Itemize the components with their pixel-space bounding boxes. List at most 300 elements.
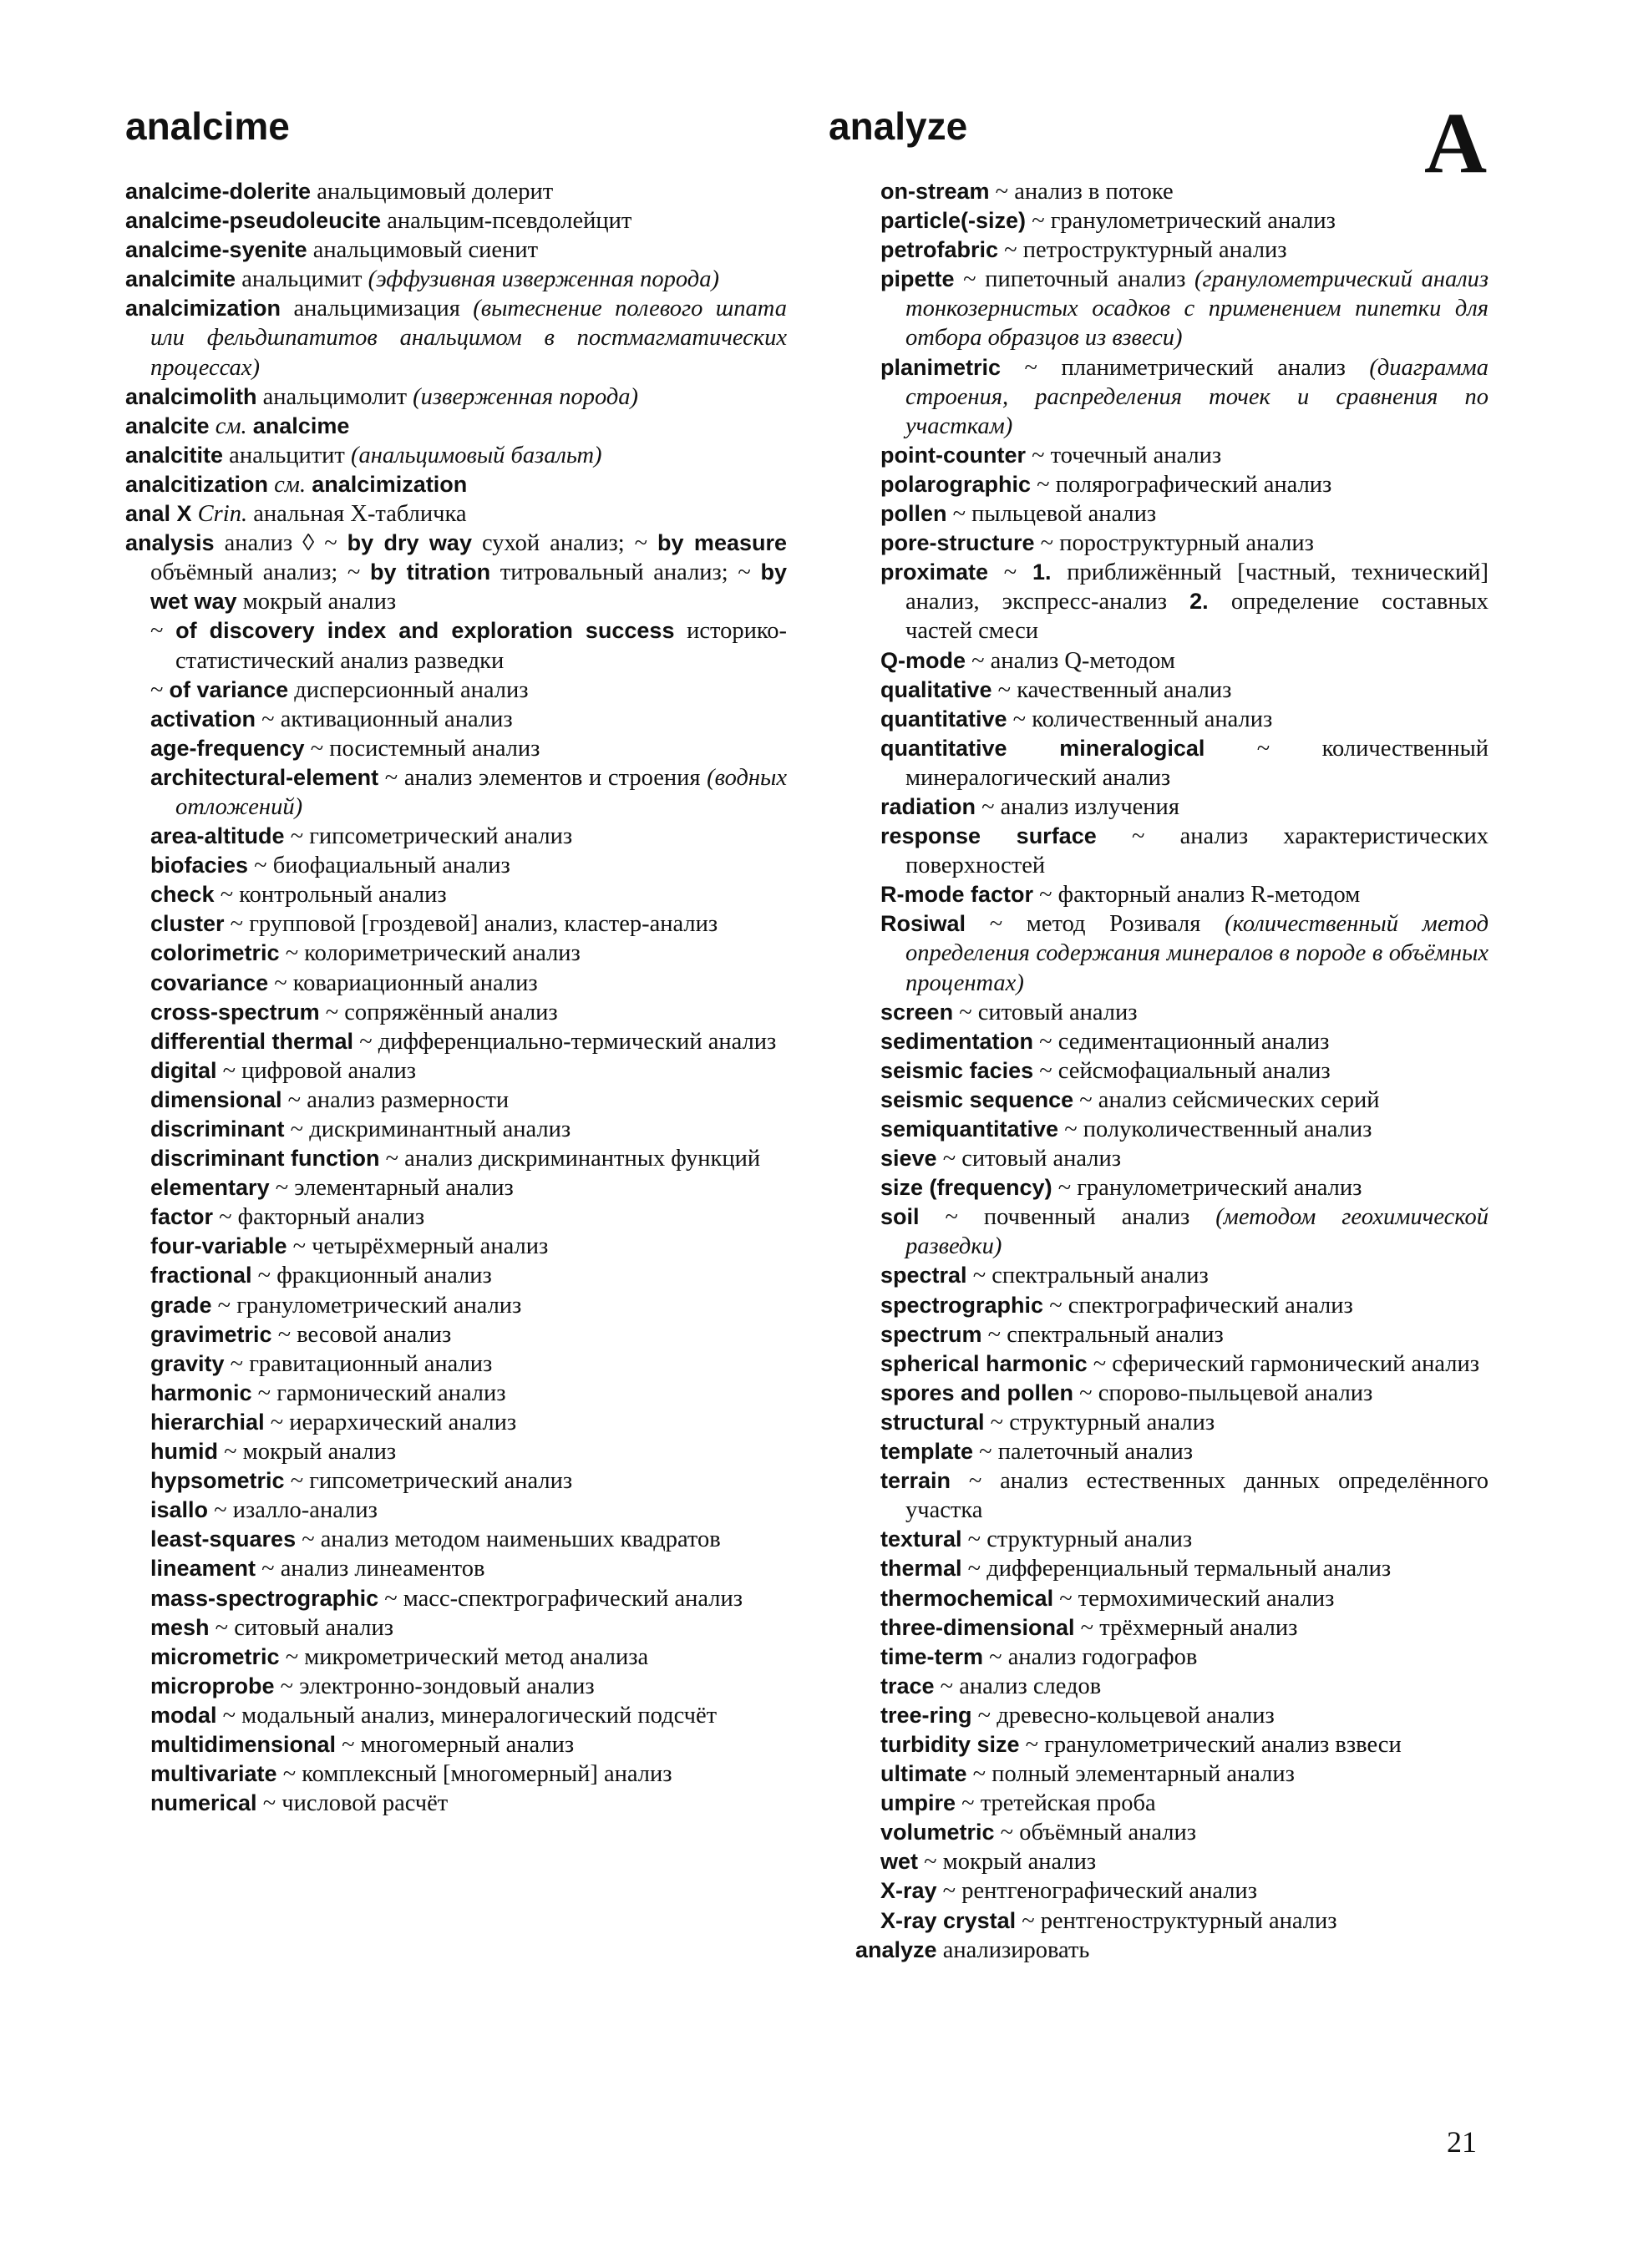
dictionary-entry xyxy=(125,822,787,851)
entry-headword: of variance xyxy=(169,676,289,702)
dictionary-entry xyxy=(125,1379,787,1408)
dictionary-entry xyxy=(855,909,1489,997)
entry-text: ~ сферический гармонический анализ xyxy=(1087,1350,1479,1377)
dictionary-entry xyxy=(125,1027,787,1056)
dictionary-entry xyxy=(855,1525,1489,1554)
entry-headword: age-frequency xyxy=(150,735,305,761)
entry-headword: point-counter xyxy=(880,442,1026,468)
entry-text: ~ анализ элементов и строения xyxy=(378,764,707,791)
entry-text: ~ гравитационный анализ xyxy=(224,1350,493,1377)
entry-headword: cross-spectrum xyxy=(150,999,320,1025)
entry-text: приближённый [частный, технический] анализ, экспресс-анализ xyxy=(905,559,1489,615)
dictionary-entry xyxy=(125,1086,787,1115)
entry-text: ~ изалло-анализ xyxy=(208,1497,378,1524)
dictionary-entry xyxy=(855,558,1489,645)
entry-text: ~ иерархический анализ xyxy=(264,1409,517,1435)
dictionary-entry xyxy=(125,763,787,822)
entry-text: ~ метод Розиваля xyxy=(966,911,1225,938)
entry-text: ~ анализ линеаментов xyxy=(256,1556,485,1582)
entry-headword: polarographic xyxy=(880,471,1032,497)
dictionary-entry xyxy=(125,880,787,909)
entry-headword: pipette xyxy=(880,266,955,292)
dictionary-entry xyxy=(125,1672,787,1701)
entry-headword: volumetric xyxy=(880,1820,995,1845)
entry-headword: spectral xyxy=(880,1263,967,1288)
entry-text: ~ полуколичественный анализ xyxy=(1058,1116,1372,1142)
entry-text: ~ анализ методом наименьших квадратов xyxy=(296,1526,721,1553)
entry-headword: digital xyxy=(150,1057,217,1083)
dictionary-entry xyxy=(855,646,1489,676)
entry-text: ~ пипеточный анализ xyxy=(954,266,1194,293)
dictionary-entry xyxy=(125,412,787,441)
entry-note: (вытеснение полевого шпата или фельдшпатитов анальцимом в постмагматических процессах) xyxy=(150,296,787,381)
entry-text: ~ точечный анализ xyxy=(1025,442,1222,468)
entry-text xyxy=(247,413,253,439)
entry-text: ~ рентгенографический анализ xyxy=(936,1878,1257,1905)
entry-headword: analcime xyxy=(252,413,350,438)
entry-headword: modal xyxy=(150,1702,217,1728)
entry-headword: architectural-element xyxy=(150,764,379,790)
entry-headword: lineament xyxy=(150,1556,256,1582)
entry-text: ~ числовой расчёт xyxy=(256,1790,449,1817)
entry-text: историко-статистический анализ разведки xyxy=(175,618,788,674)
entry-text: анализ ◊ ~ xyxy=(214,530,347,557)
entry-text: ~ спектральный анализ xyxy=(981,1321,1224,1348)
entry-headword: seismic sequence xyxy=(880,1086,1074,1112)
dictionary-entry xyxy=(125,382,787,412)
dictionary-entry xyxy=(855,1261,1489,1290)
entry-text: ~ гранулометрический анализ xyxy=(211,1292,522,1319)
dictionary-entry xyxy=(125,1261,787,1290)
entry-text: ~ структурный анализ xyxy=(984,1409,1215,1435)
entry-text: анальцим-псевдолейцит xyxy=(381,208,632,235)
dictionary-entry xyxy=(125,1202,787,1232)
dictionary-entry xyxy=(855,1027,1489,1056)
dictionary-entry xyxy=(855,177,1489,206)
entry-text: ~ мокрый анализ xyxy=(218,1439,397,1466)
dictionary-entry xyxy=(855,1349,1489,1379)
dictionary-entry xyxy=(125,616,787,675)
entry-text xyxy=(210,413,216,439)
entry-text: ~ активационный анализ xyxy=(256,706,513,732)
entry-headword: humid xyxy=(150,1439,218,1465)
entry-text: ~ количественный анализ xyxy=(1007,706,1273,732)
dictionary-entry xyxy=(125,909,787,939)
dictionary-entry xyxy=(855,499,1489,529)
entry-headword: pore-structure xyxy=(880,530,1035,556)
dictionary-entry xyxy=(125,969,787,998)
entry-note: (гранулометрический анализ тонкозернистых осадков с применением пипетки для отбора образцов из взвеси) xyxy=(905,266,1489,352)
entry-headword: three-dimensional xyxy=(880,1614,1075,1640)
entry-text: ~ полярографический анализ xyxy=(1031,471,1332,498)
entry-headword: X-ray xyxy=(880,1878,937,1904)
entry-headword: size (frequency) xyxy=(880,1175,1052,1201)
entry-headword: thermal xyxy=(880,1556,962,1582)
dictionary-entry xyxy=(125,1613,787,1643)
entry-text: титровальный анализ; ~ xyxy=(490,559,761,586)
entry-note: см. xyxy=(215,413,247,439)
dictionary-entry xyxy=(125,1554,787,1583)
entry-headword: spectrum xyxy=(880,1321,982,1347)
entry-text: ~ гранулометрический анализ xyxy=(1052,1175,1362,1202)
entry-text: ~ полный элементарный анализ xyxy=(966,1761,1295,1788)
entry-headword: spores and pollen xyxy=(880,1380,1074,1405)
dictionary-entry xyxy=(855,470,1489,499)
dictionary-entry xyxy=(125,1291,787,1320)
entry-headword: Rosiwal xyxy=(880,911,966,937)
entry-headword: isallo xyxy=(150,1497,209,1523)
entry-headword: grade xyxy=(150,1292,212,1318)
entry-text: ~ гипсометрический анализ xyxy=(284,1468,573,1495)
entry-headword: gravity xyxy=(150,1350,225,1376)
dictionary-entry xyxy=(855,1437,1489,1466)
entry-text: анальцимолит xyxy=(256,383,413,410)
entry-text: анальцимовый сиенит xyxy=(307,237,539,264)
entry-headword: wet xyxy=(880,1849,919,1875)
entry-headword: spectrographic xyxy=(880,1292,1044,1318)
entry-headword: qualitative xyxy=(880,676,992,702)
entry-headword: differential thermal xyxy=(150,1028,354,1054)
dictionary-entry xyxy=(125,1730,787,1759)
entry-text: ~ масс-спектрографический анализ xyxy=(378,1585,743,1612)
entry-headword: multivariate xyxy=(150,1761,277,1787)
entry-headword: activation xyxy=(150,706,256,732)
entry-headword: analcimization xyxy=(312,471,468,497)
entry-text xyxy=(192,501,198,527)
entry-text: ~ спектрографический анализ xyxy=(1043,1292,1353,1319)
entry-text: ~ спорово-пыльцевой анализ xyxy=(1073,1380,1373,1406)
entry-headword: tree-ring xyxy=(880,1702,972,1728)
entry-text: ~ анализ сейсмических серий xyxy=(1073,1086,1380,1113)
entry-note: (количественный метод определения содержания минералов в породе в объёмных процентах) xyxy=(905,911,1489,996)
dictionary-entry xyxy=(855,1936,1489,1965)
entry-headword: planimetric xyxy=(880,354,1002,380)
dictionary-entry xyxy=(855,235,1489,265)
dictionary-entry xyxy=(855,1847,1489,1876)
entry-headword: of discovery index and exploration success xyxy=(175,618,675,644)
dictionary-entry xyxy=(855,1115,1489,1144)
entry-headword: anal X xyxy=(125,501,192,527)
entry-note: (анальцимовый базальт) xyxy=(350,442,602,468)
dictionary-entry xyxy=(125,676,787,705)
dictionary-entry xyxy=(855,1730,1489,1759)
entry-text: ~ количественный минералогический анализ xyxy=(905,735,1489,791)
entry-headword: discriminant function xyxy=(150,1146,380,1172)
dictionary-entry xyxy=(855,441,1489,470)
entry-headword: analcitization xyxy=(125,471,269,497)
entry-note: см. xyxy=(274,471,307,498)
entry-headword: dimensional xyxy=(150,1086,282,1112)
entry-text: ~ факторный анализ xyxy=(213,1204,425,1231)
entry-text: ~ гранулометрический анализ xyxy=(1026,208,1336,235)
entry-headword: by dry way xyxy=(347,530,472,556)
dictionary-entry xyxy=(125,998,787,1027)
entry-text: ~ структурный анализ xyxy=(961,1526,1193,1553)
dictionary-entry xyxy=(125,939,787,968)
entry-text: ~ палеточный анализ xyxy=(973,1439,1193,1466)
entry-text: ~ весовой анализ xyxy=(271,1321,452,1348)
entry-headword: pollen xyxy=(880,501,947,527)
entry-headword: trace xyxy=(880,1673,935,1698)
entry-note: (методом геохимической разведки) xyxy=(905,1204,1489,1260)
entry-headword: factor xyxy=(150,1204,214,1230)
entry-text: дисперсионный анализ xyxy=(288,676,529,703)
entry-text: ~ пороструктурный анализ xyxy=(1034,530,1314,557)
dictionary-entry xyxy=(855,792,1489,822)
entry-text: ~ трёхмерный анализ xyxy=(1074,1614,1298,1641)
entry-headword: biofacies xyxy=(150,853,249,878)
dictionary-entry xyxy=(855,206,1489,235)
dictionary-entry xyxy=(125,1173,787,1202)
entry-headword: sedimentation xyxy=(880,1028,1034,1054)
dictionary-entry xyxy=(855,1379,1489,1408)
dictionary-entry xyxy=(855,1202,1489,1261)
left-column xyxy=(125,177,787,1818)
entry-text: ~ ковариационный анализ xyxy=(268,969,538,996)
dictionary-entry xyxy=(125,1408,787,1437)
dictionary-entry xyxy=(855,1291,1489,1320)
dictionary-entry xyxy=(125,499,787,529)
entry-headword: analcimite xyxy=(125,266,236,292)
entry-text: ~ факторный анализ R-методом xyxy=(1033,882,1361,909)
dictionary-entry xyxy=(855,1408,1489,1437)
entry-headword: gravimetric xyxy=(150,1321,272,1347)
entry-headword: structural xyxy=(880,1409,985,1435)
entry-headword: area-altitude xyxy=(150,823,285,849)
dictionary-entry xyxy=(855,353,1489,441)
entry-note: (водных отложений) xyxy=(175,764,787,820)
dictionary-entry xyxy=(125,265,787,294)
dictionary-entry xyxy=(855,1613,1489,1643)
entry-text: ~ комплексный [многомерный] анализ xyxy=(276,1761,672,1788)
dictionary-entry xyxy=(125,734,787,763)
entry-headword: analcime-pseudoleucite xyxy=(125,208,382,234)
entry-text: ~ седиментационный анализ xyxy=(1033,1028,1330,1055)
entry-headword: analcime-syenite xyxy=(125,237,307,263)
dictionary-entry xyxy=(125,177,787,206)
dictionary-entry xyxy=(855,998,1489,1027)
entry-text: ~ анализ дискриминантных функций xyxy=(379,1146,761,1172)
entry-text: ~ контрольный анализ xyxy=(214,882,447,909)
entry-text: ~ гармонический анализ xyxy=(251,1380,506,1406)
entry-text: ~ элементарный анализ xyxy=(269,1175,514,1202)
entry-text: ~ качественный анализ xyxy=(992,676,1232,703)
entry-headword: elementary xyxy=(150,1175,270,1201)
entry-headword: X-ray crystal xyxy=(880,1907,1017,1933)
dictionary-entry xyxy=(855,1584,1489,1613)
entry-headword: turbidity size xyxy=(880,1731,1020,1757)
dictionary-entry xyxy=(855,1876,1489,1906)
entry-headword: check xyxy=(150,882,215,908)
entry-headword: microprobe xyxy=(150,1673,275,1698)
section-letter: A xyxy=(1424,95,1488,191)
entry-headword: seismic facies xyxy=(880,1057,1034,1083)
dictionary-entry xyxy=(125,1320,787,1349)
entry-headword: quantitative mineralogical xyxy=(880,735,1205,761)
entry-text: ~ третейская проба xyxy=(956,1790,1156,1817)
entry-text: ~ объёмный анализ xyxy=(994,1820,1196,1846)
entry-headword: semiquantitative xyxy=(880,1116,1059,1142)
entry-text: анализировать xyxy=(936,1936,1090,1963)
entry-headword: soil xyxy=(880,1204,920,1230)
entry-text: ~ сопряжённый анализ xyxy=(319,999,558,1025)
dictionary-entry xyxy=(125,1496,787,1525)
entry-headword: colorimetric xyxy=(150,940,280,966)
dictionary-entry xyxy=(855,1701,1489,1730)
dictionary-entry xyxy=(855,1906,1489,1936)
entry-headword: analcitite xyxy=(125,442,224,468)
entry-headword: particle(-size) xyxy=(880,208,1027,234)
dictionary-entry xyxy=(125,1144,787,1173)
entry-text: ~ биофациальный анализ xyxy=(248,853,510,879)
entry-text: определение составных частей смеси xyxy=(905,589,1489,645)
dictionary-entry xyxy=(855,265,1489,352)
entry-text: анальцимовый долерит xyxy=(311,179,554,205)
entry-headword: numerical xyxy=(150,1790,257,1816)
running-head-right: analyze xyxy=(829,104,968,148)
entry-headword: fractional xyxy=(150,1263,252,1288)
entry-text: ~ посистемный анализ xyxy=(304,735,540,762)
entry-text: мокрый анализ xyxy=(236,589,397,615)
entry-headword: analcimolith xyxy=(125,383,257,409)
entry-text: ~ рентгеноструктурный анализ xyxy=(1016,1907,1337,1934)
entry-text: ~ анализ размерности xyxy=(281,1086,510,1113)
entry-headword: terrain xyxy=(880,1468,951,1494)
entry-text: ~ петроструктурный анализ xyxy=(998,237,1287,264)
dictionary-entry xyxy=(125,1232,787,1261)
entry-headword: time-term xyxy=(880,1643,984,1669)
entry-headword: least-squares xyxy=(150,1526,297,1552)
entry-text: ~ анализ естественных данных определённого участка xyxy=(905,1468,1489,1524)
entry-text: ~ древесно-кольцевой анализ xyxy=(971,1702,1275,1729)
entry-text: ~ планиметрический анализ xyxy=(1001,354,1370,381)
entry-headword: sieve xyxy=(880,1146,937,1172)
entry-text: ~ анализ Q-методом xyxy=(966,647,1175,674)
entry-note: (эффузивная изверженная порода) xyxy=(368,266,719,293)
dictionary-entry xyxy=(855,1086,1489,1115)
page-number: 21 xyxy=(1447,2125,1477,2159)
entry-headword: by measure xyxy=(657,530,788,556)
entry-note: (изверженная порода) xyxy=(413,383,639,410)
dictionary-entry xyxy=(125,851,787,880)
entry-text: ~ ситовый анализ xyxy=(209,1614,393,1641)
entry-text: объёмный анализ; ~ xyxy=(150,559,371,586)
dictionary-entry xyxy=(125,1701,787,1730)
entry-text: ~ многомерный анализ xyxy=(336,1731,575,1758)
entry-text: сухой анализ; ~ xyxy=(471,530,658,557)
entry-text: ~ дискриминантный анализ xyxy=(284,1116,571,1142)
entry-text: анальцитит xyxy=(223,442,351,468)
entry-text: ~ модальный анализ, минералогический подсчёт xyxy=(216,1702,718,1729)
entry-headword: umpire xyxy=(880,1790,956,1816)
entry-text: ~ дифференциальный термальный анализ xyxy=(961,1556,1392,1582)
dictionary-entry xyxy=(125,1525,787,1554)
dictionary-entry xyxy=(125,1789,787,1818)
dictionary-entry xyxy=(125,1584,787,1613)
dictionary-entry xyxy=(855,1173,1489,1202)
dictionary-entry xyxy=(855,1672,1489,1701)
dictionary-entry xyxy=(125,470,787,499)
entry-text: ~ xyxy=(150,676,170,703)
entry-headword: analcimization xyxy=(125,296,281,321)
entry-headword: analyze xyxy=(855,1936,937,1962)
dictionary-entry xyxy=(125,206,787,235)
entry-headword: harmonic xyxy=(150,1380,252,1405)
dictionary-entry xyxy=(855,705,1489,734)
entry-text: ~ анализ характеристических поверхностей xyxy=(905,823,1489,879)
entry-text: анальцимизация xyxy=(281,296,474,322)
entry-text: ~ почвенный анализ xyxy=(919,1204,1216,1231)
dictionary-entry xyxy=(855,1643,1489,1672)
entry-headword: Q-mode xyxy=(880,647,966,673)
entry-text: ~ анализ в потоке xyxy=(989,179,1174,205)
entry-text: ~ ситовый анализ xyxy=(936,1146,1121,1172)
dictionary-entry xyxy=(125,1759,787,1789)
entry-text: ~ спектральный анализ xyxy=(966,1263,1209,1289)
entry-headword: response surface xyxy=(880,823,1097,849)
dictionary-entry xyxy=(855,822,1489,880)
entry-text: анальцимит xyxy=(236,266,368,293)
entry-headword: hierarchial xyxy=(150,1409,265,1435)
entry-note: Crin. xyxy=(197,501,248,528)
dictionary-entry xyxy=(125,1115,787,1144)
right-column xyxy=(855,177,1489,1965)
entry-headword: micrometric xyxy=(150,1643,280,1669)
entry-headword: multidimensional xyxy=(150,1731,337,1757)
entry-text: ~ xyxy=(988,559,1032,586)
dictionary-entry xyxy=(125,1437,787,1466)
entry-headword: quantitative xyxy=(880,706,1007,732)
entry-text: ~ гранулометрический анализ взвеси xyxy=(1019,1731,1402,1758)
dictionary-entry xyxy=(855,1056,1489,1086)
dictionary-entry xyxy=(855,1466,1489,1525)
entry-headword: covariance xyxy=(150,969,269,995)
entry-headword: analysis xyxy=(125,530,215,556)
entry-text: ~ анализ годографов xyxy=(983,1643,1198,1670)
entry-headword: R-mode factor xyxy=(880,882,1034,908)
dictionary-entry xyxy=(855,880,1489,909)
dictionary-entry xyxy=(855,529,1489,558)
dictionary-entry xyxy=(855,1320,1489,1349)
dictionary-entry xyxy=(125,1643,787,1672)
entry-headword: discriminant xyxy=(150,1116,285,1142)
entry-text: ~ фракционный анализ xyxy=(251,1263,492,1289)
entry-headword: template xyxy=(880,1439,974,1465)
entry-text: ~ четырёхмерный анализ xyxy=(287,1233,549,1260)
entry-text: анальная X-табличка xyxy=(247,501,467,528)
dictionary-entry xyxy=(125,294,787,382)
dictionary-entry xyxy=(125,235,787,265)
dictionary-entry xyxy=(855,1144,1489,1173)
entry-headword: mesh xyxy=(150,1614,210,1640)
dictionary-entry xyxy=(855,1789,1489,1818)
entry-text: ~ цифровой анализ xyxy=(216,1057,417,1084)
entry-text: ~ термохимический анализ xyxy=(1053,1585,1335,1612)
entry-headword: 1. xyxy=(1032,559,1052,585)
entry-note: (диаграмма строения, распределения точек и сравнения по участкам) xyxy=(905,354,1489,439)
entry-headword: four-variable xyxy=(150,1233,287,1259)
entry-text: ~ анализ следов xyxy=(934,1673,1102,1699)
entry-headword: textural xyxy=(880,1526,962,1552)
dictionary-entry xyxy=(855,734,1489,792)
entry-headword: by wet way xyxy=(150,559,787,615)
dictionary-entry xyxy=(855,676,1489,705)
entry-headword: radiation xyxy=(880,793,976,819)
entry-headword: cluster xyxy=(150,911,225,937)
entry-headword: 2. xyxy=(1189,589,1209,615)
entry-headword: by titration xyxy=(370,559,491,585)
entry-text: ~ групповой [гроздевой] анализ, кластер-анализ xyxy=(224,911,718,938)
